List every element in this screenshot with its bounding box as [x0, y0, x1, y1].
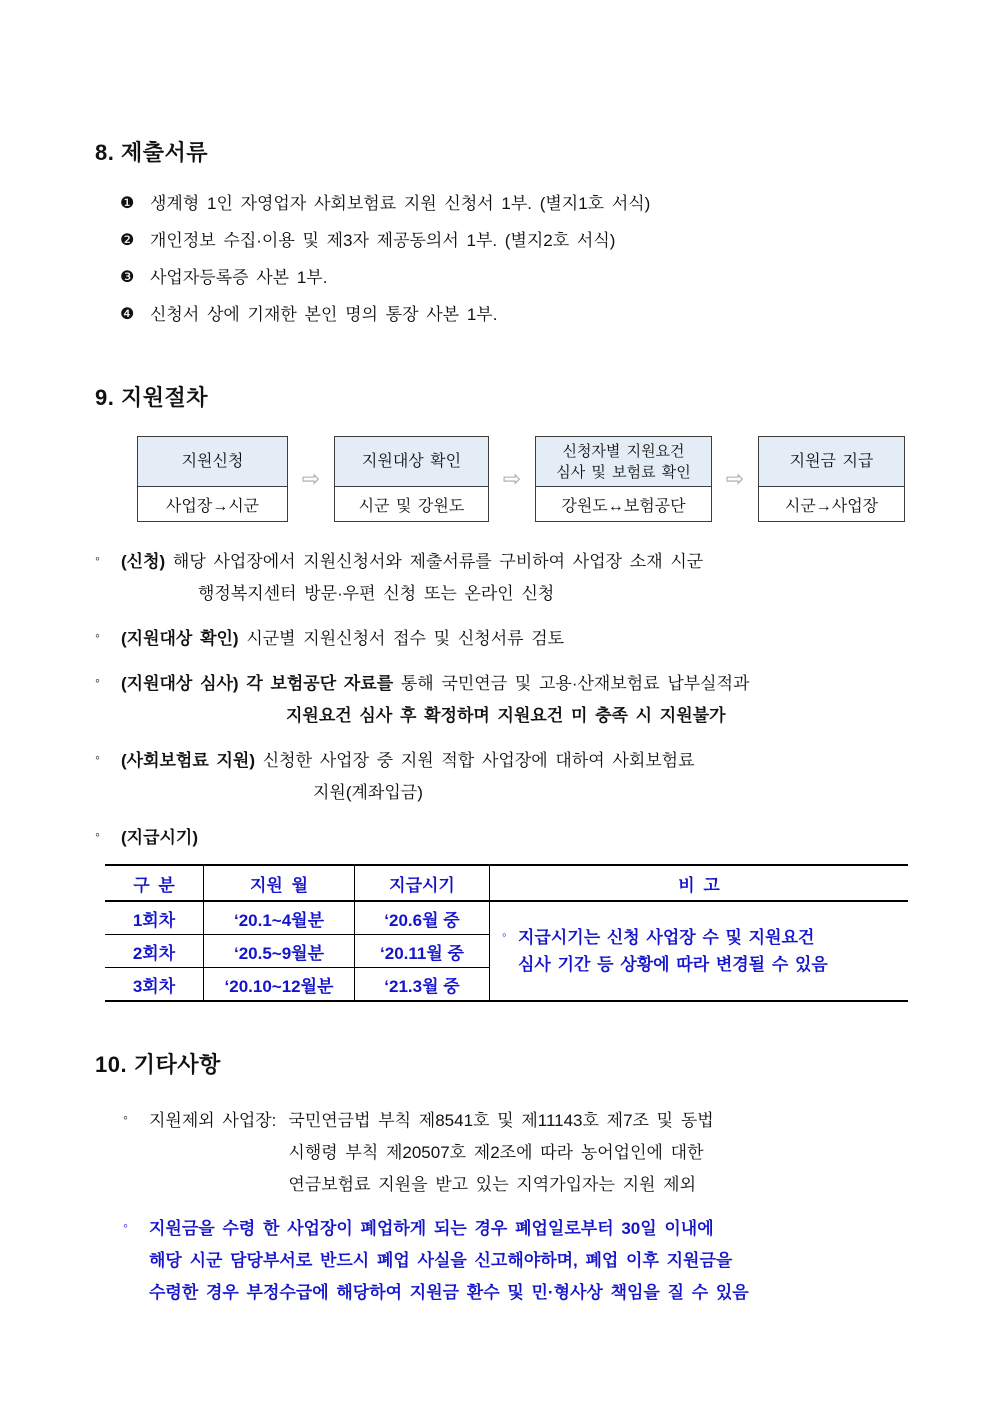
bullet-content [121, 623, 912, 655]
cell-round: 2회차 [105, 935, 204, 968]
circle-bullet-icon: ◦ [95, 826, 100, 842]
flow-step-pay [758, 436, 905, 522]
cell-month: ‘20.5~9월분 [204, 935, 355, 968]
bullet-line [121, 822, 912, 854]
bullet-review [95, 668, 912, 732]
note-line: 지급시기는 신청 사업장 수 및 지원요건 [518, 928, 815, 947]
bullet-line: 수령한 경우 부정수급에 해당하여 지원금 환수 및 민·형사상 책임을 질 수 있음 [149, 1283, 749, 1302]
bullet-exclusion [123, 1105, 912, 1201]
bullet-label: 각 보험공단 자료를 [246, 674, 394, 693]
bullet-timing [95, 822, 912, 854]
list-item [120, 185, 912, 222]
circle-bullet-icon: ◦ [123, 1217, 128, 1233]
list-item [120, 222, 912, 259]
bullet-label: (지급시기) [121, 828, 199, 847]
bullet-line: 시행령 부칙 제20507호 제2조에 따라 농어업인에 대한 [288, 1143, 704, 1162]
flow-step-title [536, 437, 711, 487]
bullet-content [288, 1105, 713, 1201]
cell-timing: ‘21.3월 중 [355, 968, 490, 1002]
section-9-bullets [95, 546, 912, 854]
bullet-label: (신청) [121, 552, 166, 571]
flow-step-title-line: 지원신청 [181, 453, 244, 470]
flow-step-apply [137, 436, 288, 522]
cell-round: 3회차 [105, 968, 204, 1002]
bullet-text: 시군별 지원신청서 접수 및 신청서류 검토 [246, 629, 565, 648]
bullet-line: 지원금을 수령 한 사업장이 폐업하게 되는 경우 폐업일로부터 30일 이내에 [149, 1219, 714, 1238]
bullet-content [149, 1213, 749, 1309]
bullet-label: (사회보험료 지원) [121, 751, 255, 770]
bullet-line [121, 546, 912, 578]
table-header-row [105, 865, 908, 901]
numbered-bullet-icon: ❶ [120, 195, 135, 212]
flow-arrow-icon: ⇨ [301, 466, 321, 491]
bullet-label: 지원제외 사업장: [149, 1111, 277, 1130]
flow-step-title-line: 신청자별 지원요건 [562, 442, 685, 460]
circle-bullet-icon: ◦ [95, 550, 100, 566]
bullet-warning [123, 1213, 912, 1309]
flow-step-review [535, 436, 712, 522]
list-item-text: 사업자등록증 사본 1부. [150, 268, 328, 287]
flow-arrow-icon: ⇨ [725, 466, 745, 491]
bullet-line [121, 668, 912, 700]
column-header-note: 비 고 [490, 865, 909, 901]
flow-step-title-line: 지원대상 확인 [361, 453, 462, 470]
flow-arrow-icon: ⇨ [502, 466, 522, 491]
bullet-text: 해당 사업장에서 지원신청서와 제출서류를 구비하여 사업장 소재 시군 [172, 552, 704, 571]
cell-round: 1회차 [105, 901, 204, 935]
table-row [105, 901, 908, 935]
column-header-round: 구 분 [105, 865, 204, 901]
numbered-bullet-icon: ❷ [120, 232, 135, 249]
flow-step-actor: 시군→사업장 [784, 497, 879, 515]
process-flow-diagram [137, 436, 912, 522]
cell-month: ‘20.1~4월분 [204, 901, 355, 935]
circle-bullet-icon: ◦ [95, 627, 100, 643]
flow-step-title [138, 437, 287, 487]
bullet-content [121, 546, 912, 610]
cell-timing: ‘20.11월 중 [355, 935, 490, 968]
flow-step-actor: 사업장→시군 [165, 497, 260, 515]
list-item-text: 생계형 1인 자영업자 사회보험료 지원 신청서 1부. (별지1호 서식) [150, 194, 651, 213]
section-8-list [120, 185, 912, 333]
bullet-line: 국민연금법 부칙 제8541호 및 제11143호 제7조 및 동법 [288, 1111, 714, 1130]
note-line: 심사 기간 등 상황에 따라 변경될 수 있음 [518, 955, 828, 974]
section-8-heading: 8. 제출서류 [95, 140, 208, 165]
bullet-support [95, 745, 912, 809]
circle-bullet-icon: ◦ [123, 1109, 128, 1125]
list-item-text: 개인정보 수집·이용 및 제3자 제공동의서 1부. (별지2호 서식) [150, 231, 616, 250]
bullet-text: 통해 국민연금 및 고용·산재보험료 납부실적과 [400, 674, 750, 693]
bullet-line: 연금보험료 지원을 받고 있는 지역가입자는 지원 제외 [288, 1175, 697, 1194]
bullet-line: 행정복지센터 방문·우편 신청 또는 온라인 신청 [198, 584, 555, 603]
bullet-content [121, 668, 912, 732]
bullet-label: (지원대상 심사) [121, 674, 239, 693]
numbered-bullet-icon: ❸ [120, 269, 135, 286]
section-10-heading: 10. 기타사항 [95, 1052, 221, 1077]
circle-bullet-icon: ◦ [95, 749, 100, 765]
bullet-line: 지원요건 심사 후 확정하며 지원요건 미 충족 시 지원불가 [286, 706, 726, 725]
note-lines [518, 924, 828, 978]
bullet-apply [95, 546, 912, 610]
column-header-timing: 지급시기 [355, 865, 490, 901]
table-note-cell [490, 901, 909, 1001]
section-9-heading: 9. 지원절차 [95, 385, 208, 410]
flow-step-actor: 시군 및 강원도 [358, 497, 465, 515]
cell-timing: ‘20.6월 중 [355, 901, 490, 935]
note-content [502, 924, 902, 978]
bullet-confirm [95, 623, 912, 655]
numbered-bullet-icon: ❹ [120, 306, 135, 323]
column-header-month: 지원 월 [204, 865, 355, 901]
circle-bullet-icon: ◦ [95, 672, 100, 688]
bullet-text: 신청한 사업장 중 지원 적합 사업장에 대하여 사회보험료 [262, 751, 695, 770]
flow-step-confirm [334, 436, 489, 522]
flow-step-title-line: 지원금 지급 [789, 453, 874, 470]
bullet-line: 해당 시군 담당부서로 반드시 폐업 사실을 신고해야하며, 폐업 이후 지원금을 [149, 1251, 733, 1270]
bullet-label: (지원대상 확인) [121, 629, 239, 648]
flow-step-actor: 강원도↔보험공단 [561, 497, 686, 515]
bullet-line [121, 745, 912, 777]
list-item [120, 259, 912, 296]
circle-bullet-icon: ◦ [502, 927, 507, 942]
payment-schedule-table [105, 864, 908, 1002]
list-item [120, 296, 912, 333]
list-item-text: 신청서 상에 기재한 본인 명의 통장 사본 1부. [150, 305, 498, 324]
bullet-content [121, 745, 912, 809]
flow-step-title-line: 심사 및 보험료 확인 [556, 463, 691, 481]
bullet-content [121, 822, 912, 854]
flow-step-title [335, 437, 488, 487]
bullet-line: 지원(계좌입금) [313, 783, 423, 802]
cell-month: ‘20.10~12월분 [204, 968, 355, 1002]
bullet-line [121, 623, 912, 655]
flow-step-title [759, 437, 904, 487]
